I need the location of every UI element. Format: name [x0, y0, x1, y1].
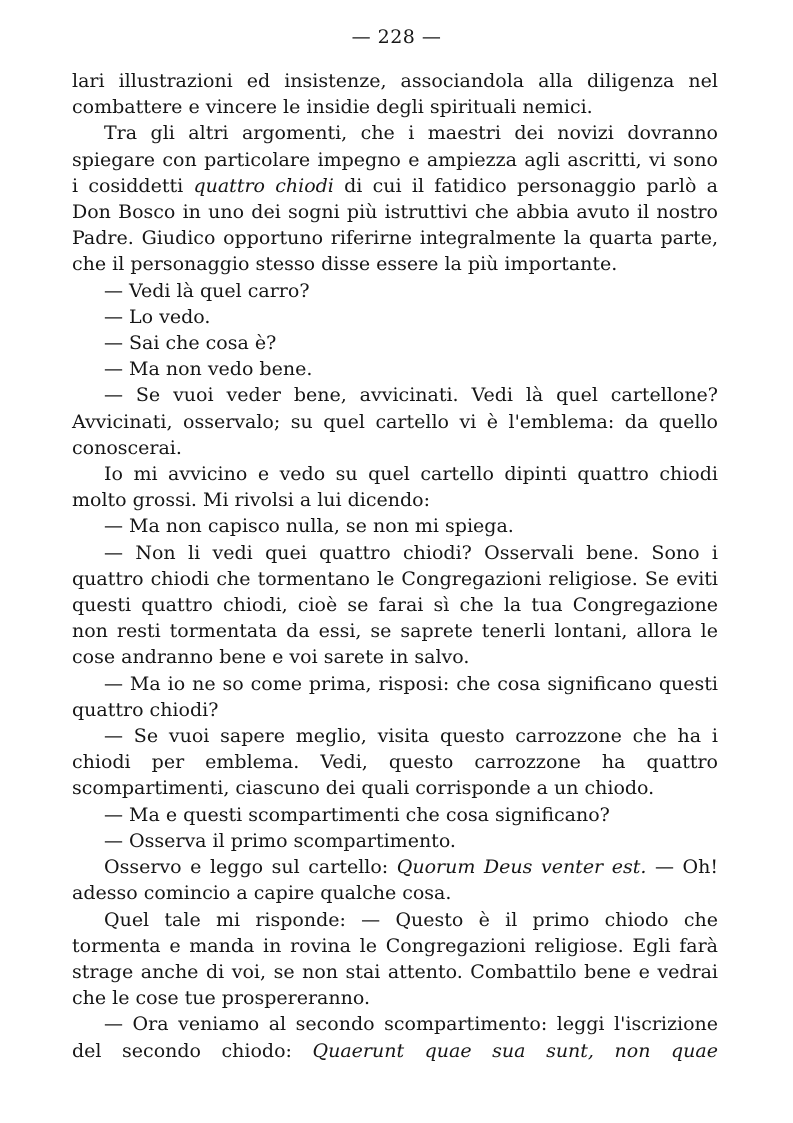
- text-run: — Ma non vedo bene.: [104, 358, 313, 381]
- paragraph: [72, 854, 718, 906]
- text-run: Io mi avvicino e vedo su quel cartello dipinti quattro chiodi molto grossi. Mi rivolsi a lui dicendo:: [72, 463, 718, 512]
- dialogue-paragraph: [72, 513, 718, 539]
- dialogue-paragraph: [72, 540, 718, 671]
- dialogue-paragraph: [72, 723, 718, 802]
- dialogue-paragraph: [72, 330, 718, 356]
- text-run: — Ma io ne so come prima, risposi: che cosa significano questi quattro chiodi?: [72, 672, 718, 721]
- text-run: — Se vuoi sapere meglio, visita questo carrozzone che ha i chiodi per emblema. Vedi, questo carrozzone ha quattro scompartimenti, ciascuno dei quali corrisponde a un chiodo.: [72, 725, 718, 800]
- text-run: lari illustrazioni ed insistenze, associandola alla diligenza nel combattere e vincere le insidie degli spirituali nemici.: [72, 70, 718, 119]
- dialogue-paragraph: [72, 278, 718, 304]
- text-run: — Sai che cosa è?: [104, 332, 277, 355]
- dialogue-paragraph: [72, 802, 718, 828]
- paragraph: [72, 461, 718, 513]
- text-run: — Osserva il primo scompartimento.: [104, 829, 456, 852]
- italic-text: Quorum Deus venter est.: [396, 856, 647, 879]
- text-run: di cui il fatidico personaggio parlò a Don Bosco in uno dei sogni più istruttivi che abbia avuto il nostro Padre. Giudico opportuno riferirne integralmente la quarta parte, che il personaggio stesso disse essere la più importante.: [72, 174, 718, 276]
- paragraph: [72, 907, 718, 1012]
- text-run: Quel tale mi risponde: — Questo è il primo chiodo che tormenta e manda in rovina le Congregazioni religiose. Egli farà strage anche di voi, se non stai attento. Combattilo bene e vedrai che le cose tue prospereranno.: [72, 908, 718, 1010]
- text-run: — Se vuoi veder bene, avvicinati. Vedi là quel cartellone? Avvicinati, osservalo; su quel cartello vi è l'emblema: da quello conoscerai.: [72, 384, 718, 459]
- text-run: — Oh! adesso comincio a capire qualche cosa.: [72, 856, 718, 905]
- italic-text: Quaerunt quae sua sunt, non quae: [312, 1039, 718, 1062]
- dialogue-paragraph: [72, 828, 718, 854]
- text-run: — Lo vedo.: [104, 305, 211, 328]
- text-run: Tra gli altri argomenti, che i maestri dei novizi dovranno spiegare con particolare impegno e ampiezza agli ascritti, vi sono i cosiddetti: [72, 122, 718, 197]
- text-run: — Ma e questi scompartimenti che cosa significano?: [104, 803, 610, 826]
- italic-text: quattro chiodi: [193, 174, 334, 197]
- paragraph: [72, 68, 718, 120]
- page-number: — 228 —: [351, 26, 442, 48]
- text-run: Osservo e leggo sul cartello:: [104, 856, 397, 879]
- dialogue-paragraph: [72, 671, 718, 723]
- dialogue-paragraph: [72, 304, 718, 330]
- text-run: — Ora veniamo al secondo scompartimento: leggi l'iscrizione del secondo chiodo:: [72, 1013, 718, 1062]
- dialogue-paragraph: [72, 356, 718, 382]
- text-run: — Vedi là quel carro?: [104, 279, 310, 302]
- text-run: — Non li vedi quei quattro chiodi? Osservali bene. Sono i quattro chiodi che tormentano le Congregazioni religiose. Se eviti questi quattro chiodi, cioè se farai sì che la tua Congregazione non resti tormentata da essi, se saprete tenerli lontani, allora le cose andranno bene e voi sarete in salvo.: [72, 541, 718, 669]
- paragraph: [72, 120, 718, 277]
- dialogue-paragraph: [72, 1011, 718, 1063]
- text-run: — Ma non capisco nulla, se non mi spiega.: [104, 515, 514, 538]
- body-text: [72, 68, 718, 1064]
- dialogue-paragraph: [72, 382, 718, 461]
